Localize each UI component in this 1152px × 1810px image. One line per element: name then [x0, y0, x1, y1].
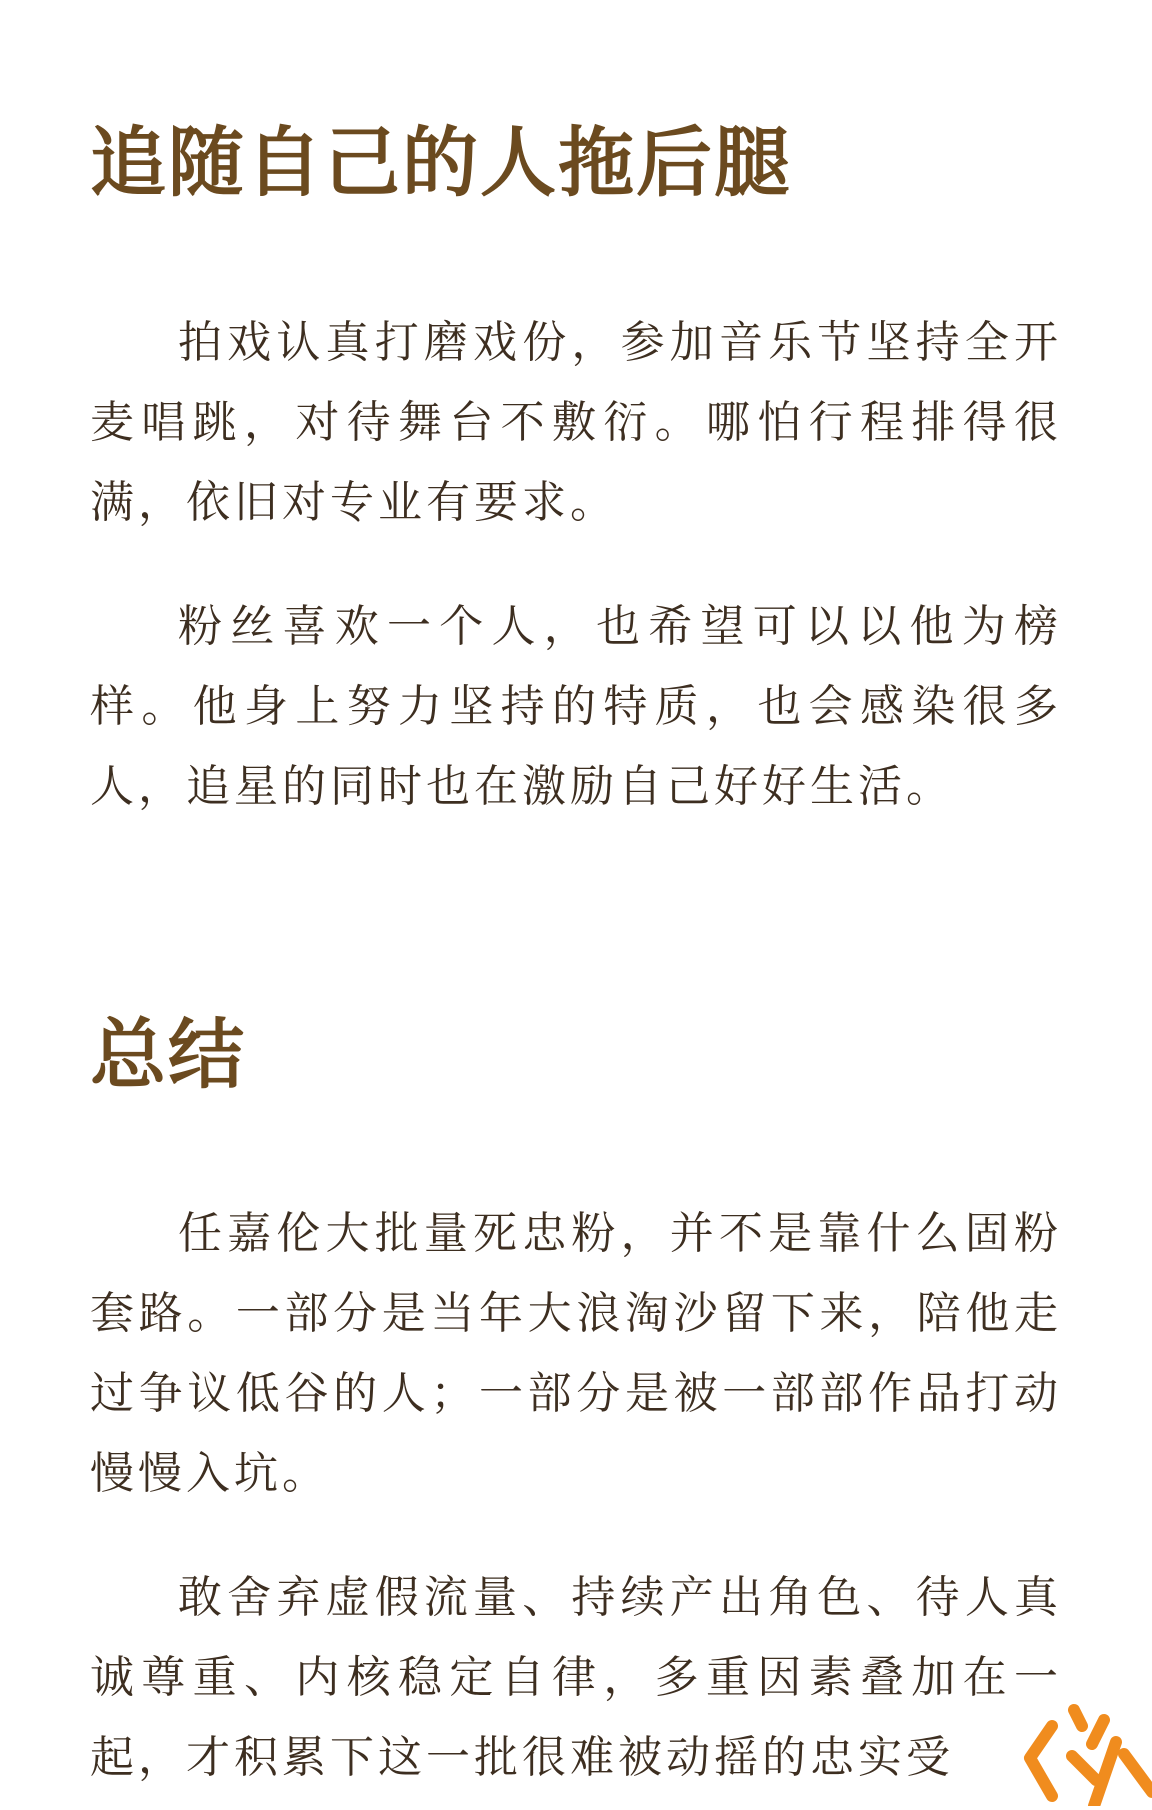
section-1-paragraph-1: 拍戏认真打磨戏份，参加音乐节坚持全开麦唱跳，对待舞台不敷衍。哪怕行程排得很满，依旧对专业有要求。 [90, 317, 1062, 528]
section-2-paragraph-1: 任嘉伦大批量死忠粉，并不是靠什么固粉套路。一部分是当年大浪淘沙留下来，陪他走过争议低谷的人；一部分是被一部部作品打动慢慢入坑。 [90, 1208, 1062, 1499]
orange-watermark-logo-icon [1012, 1696, 1152, 1806]
section-heading-1: 追随自己的人拖后腿 [90, 118, 792, 207]
section-2-paragraph-2: 敢舍弃虚假流量、持续产出角色、待人真诚尊重、内核稳定自律，多重因素叠加在一起，才积累下这一批很难被动摇的忠实受 [90, 1572, 1062, 1783]
section-1-paragraph-2: 粉丝喜欢一个人，也希望可以以他为榜样。他身上努力坚持的特质，也会感染很多人，追星的同时也在激励自己好好生活。 [90, 601, 1062, 812]
section-heading-2: 总结 [90, 1010, 246, 1099]
